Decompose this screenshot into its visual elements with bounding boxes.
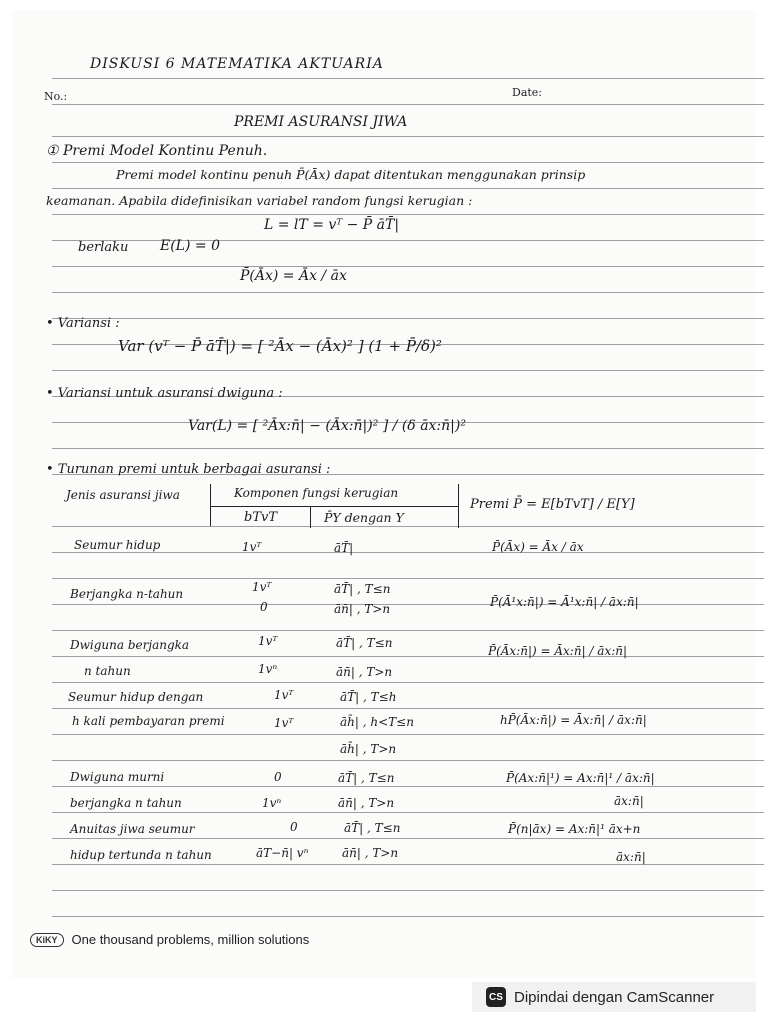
row-btvt: 1vᵀ bbox=[274, 688, 294, 702]
variance-equation: Var (vᵀ − P̄ āT̄|) = [ ²Āx − (Āx)² ] (1 + P̄/δ)² bbox=[118, 337, 442, 355]
row-jenis: berjangka n tahun bbox=[70, 796, 182, 810]
ruled-line bbox=[52, 786, 764, 787]
premium-equation: P̄(Āx) = Āx / āx bbox=[240, 268, 347, 284]
ruled-line bbox=[52, 526, 764, 527]
row-btvt: 1vᵀ bbox=[242, 540, 262, 554]
row-jenis: Seumur hidup bbox=[74, 538, 161, 552]
row-jenis: n tahun bbox=[84, 664, 131, 678]
row-jenis: h kali pembayaran premi bbox=[72, 714, 225, 728]
kiky-logo: KiKY bbox=[30, 933, 64, 947]
ruled-line bbox=[52, 630, 764, 631]
footer-brand bbox=[30, 932, 309, 947]
row-btvt: 1vⁿ bbox=[262, 796, 282, 810]
row-btvt: āT−n̄| vⁿ bbox=[256, 846, 309, 860]
row-premi: P̄(Āx:n̄|) = Āx:n̄| / āx:n̄| bbox=[488, 644, 628, 658]
row-premi: P̄(Ā¹x:n̄|) = Ā¹x:n̄| / āx:n̄| bbox=[490, 595, 639, 609]
ruled-line bbox=[52, 240, 764, 241]
row-jenis: Berjangka n-tahun bbox=[70, 587, 184, 601]
row-premi: āx:n̄| bbox=[614, 794, 644, 808]
ruled-line bbox=[52, 578, 764, 579]
row-premi: P̄(Ax:n̄|¹) = Ax:n̄|¹ / āx:n̄| bbox=[506, 771, 655, 785]
row-jenis: hidup tertunda n tahun bbox=[70, 848, 212, 862]
row-py: āT̄| , T≤n bbox=[344, 821, 401, 835]
no-label: No.: bbox=[44, 90, 68, 103]
row-jenis: Anuitas jiwa seumur bbox=[70, 822, 195, 836]
paragraph-line: keamanan. Apabila didefinisikan variabel random fungsi kerugian : bbox=[46, 193, 473, 208]
variansi-bullet: • Variansi : bbox=[46, 316, 120, 331]
ruled-line bbox=[52, 734, 764, 735]
header-jenis: Jenis asuransi jiwa bbox=[66, 488, 180, 502]
berlaku-text: berlaku bbox=[78, 240, 129, 255]
header-komponen: Komponen fungsi kerugian bbox=[234, 486, 399, 500]
camscanner-watermark bbox=[472, 982, 756, 1012]
notebook-page bbox=[12, 10, 756, 978]
row-py: ān̄| , T>n bbox=[338, 796, 395, 810]
row-btvt: 1vⁿ bbox=[258, 662, 278, 676]
page-title: DISKUSI 6 MATEMATIKA AKTUARIA bbox=[90, 56, 384, 72]
ruled-line bbox=[52, 188, 764, 189]
ruled-line bbox=[52, 890, 764, 891]
row-py: āT̄| , T≤h bbox=[340, 690, 397, 704]
ruled-line bbox=[52, 448, 764, 449]
row-jenis: Dwiguna murni bbox=[70, 770, 165, 784]
ruled-line bbox=[52, 682, 764, 683]
row-btvt: 0 bbox=[260, 600, 268, 614]
section-heading: ① Premi Model Kontinu Penuh. bbox=[46, 143, 268, 159]
expectation-equation: E(L) = 0 bbox=[160, 238, 220, 254]
ruled-line bbox=[52, 552, 764, 553]
date-label: Date: bbox=[512, 86, 543, 99]
camscanner-logo: CS bbox=[486, 987, 506, 1007]
ruled-line bbox=[52, 864, 764, 865]
row-py: āT̄| , T≤n bbox=[336, 636, 393, 650]
dwiguna-variance-equation: Var(L) = [ ²Āx:n̄| − (Āx:n̄|)² ] / (δ āx:n̄|)² bbox=[188, 418, 466, 434]
ruled-line bbox=[52, 760, 764, 761]
loss-equation: L = lT = vᵀ − P̄ āT̄| bbox=[264, 217, 400, 233]
row-premi: P̄(Āx) = Āx / āx bbox=[492, 540, 584, 554]
ruled-line bbox=[52, 266, 764, 267]
row-py: āT̄| , T≤n bbox=[334, 582, 391, 596]
row-btvt: 0 bbox=[274, 770, 282, 784]
ruled-line bbox=[52, 78, 764, 79]
ruled-line bbox=[52, 214, 764, 215]
row-btvt: 1vᵀ bbox=[258, 634, 278, 648]
row-py: āh̄| , T>n bbox=[340, 742, 397, 756]
row-premi: āx:n̄| bbox=[616, 850, 646, 864]
ruled-line bbox=[52, 136, 764, 137]
ruled-line bbox=[52, 370, 764, 371]
heading: PREMI ASURANSI JIWA bbox=[234, 114, 408, 130]
row-btvt: 0 bbox=[290, 820, 298, 834]
row-py: ān̄| , T>n bbox=[336, 665, 393, 679]
row-py: āh̄| , h<T≤n bbox=[340, 715, 414, 729]
ruled-line bbox=[52, 104, 764, 105]
row-py: ān̄| , T>n bbox=[342, 846, 399, 860]
ruled-line bbox=[52, 838, 764, 839]
ruled-line bbox=[52, 812, 764, 813]
paragraph-line: Premi model kontinu penuh P̄(Āx) dapat ditentukan menggunakan prinsip bbox=[116, 167, 586, 182]
camscanner-label: Dipindai dengan CamScanner bbox=[514, 988, 715, 1006]
ruled-line bbox=[52, 916, 764, 917]
ruled-line bbox=[52, 318, 764, 319]
row-premi: P̄(n|āx) = Ax:n̄|¹ āx+n bbox=[508, 822, 641, 836]
row-py: āT̄| bbox=[334, 541, 354, 555]
ruled-line bbox=[52, 656, 764, 657]
header-py: P̄Y dengan Y bbox=[324, 510, 404, 525]
row-premi: hP̄(Āx:n̄|) = Āx:n̄| / āx:n̄| bbox=[500, 713, 647, 727]
row-py: āT̄| , T≤n bbox=[338, 771, 395, 785]
dwiguna-bullet: • Variansi untuk asuransi dwiguna : bbox=[46, 386, 283, 401]
row-btvt: 1vᵀ bbox=[274, 716, 294, 730]
row-btvt: 1vᵀ bbox=[252, 580, 272, 594]
ruled-line bbox=[52, 604, 764, 605]
header-premi: Premi P̄ = E[bTvT] / E[Y] bbox=[470, 497, 635, 512]
row-jenis: Seumur hidup dengan bbox=[68, 690, 204, 704]
turunan-bullet: • Turunan premi untuk berbagai asuransi : bbox=[46, 462, 331, 477]
ruled-line bbox=[52, 292, 764, 293]
ruled-line bbox=[52, 162, 764, 163]
ruled-line bbox=[52, 708, 764, 709]
header-btvt: bTvT bbox=[244, 510, 278, 525]
row-py: ān̄| , T>n bbox=[334, 602, 391, 616]
footer-tagline: One thousand problems, million solutions bbox=[71, 932, 310, 947]
row-jenis: Dwiguna berjangka bbox=[70, 638, 190, 652]
